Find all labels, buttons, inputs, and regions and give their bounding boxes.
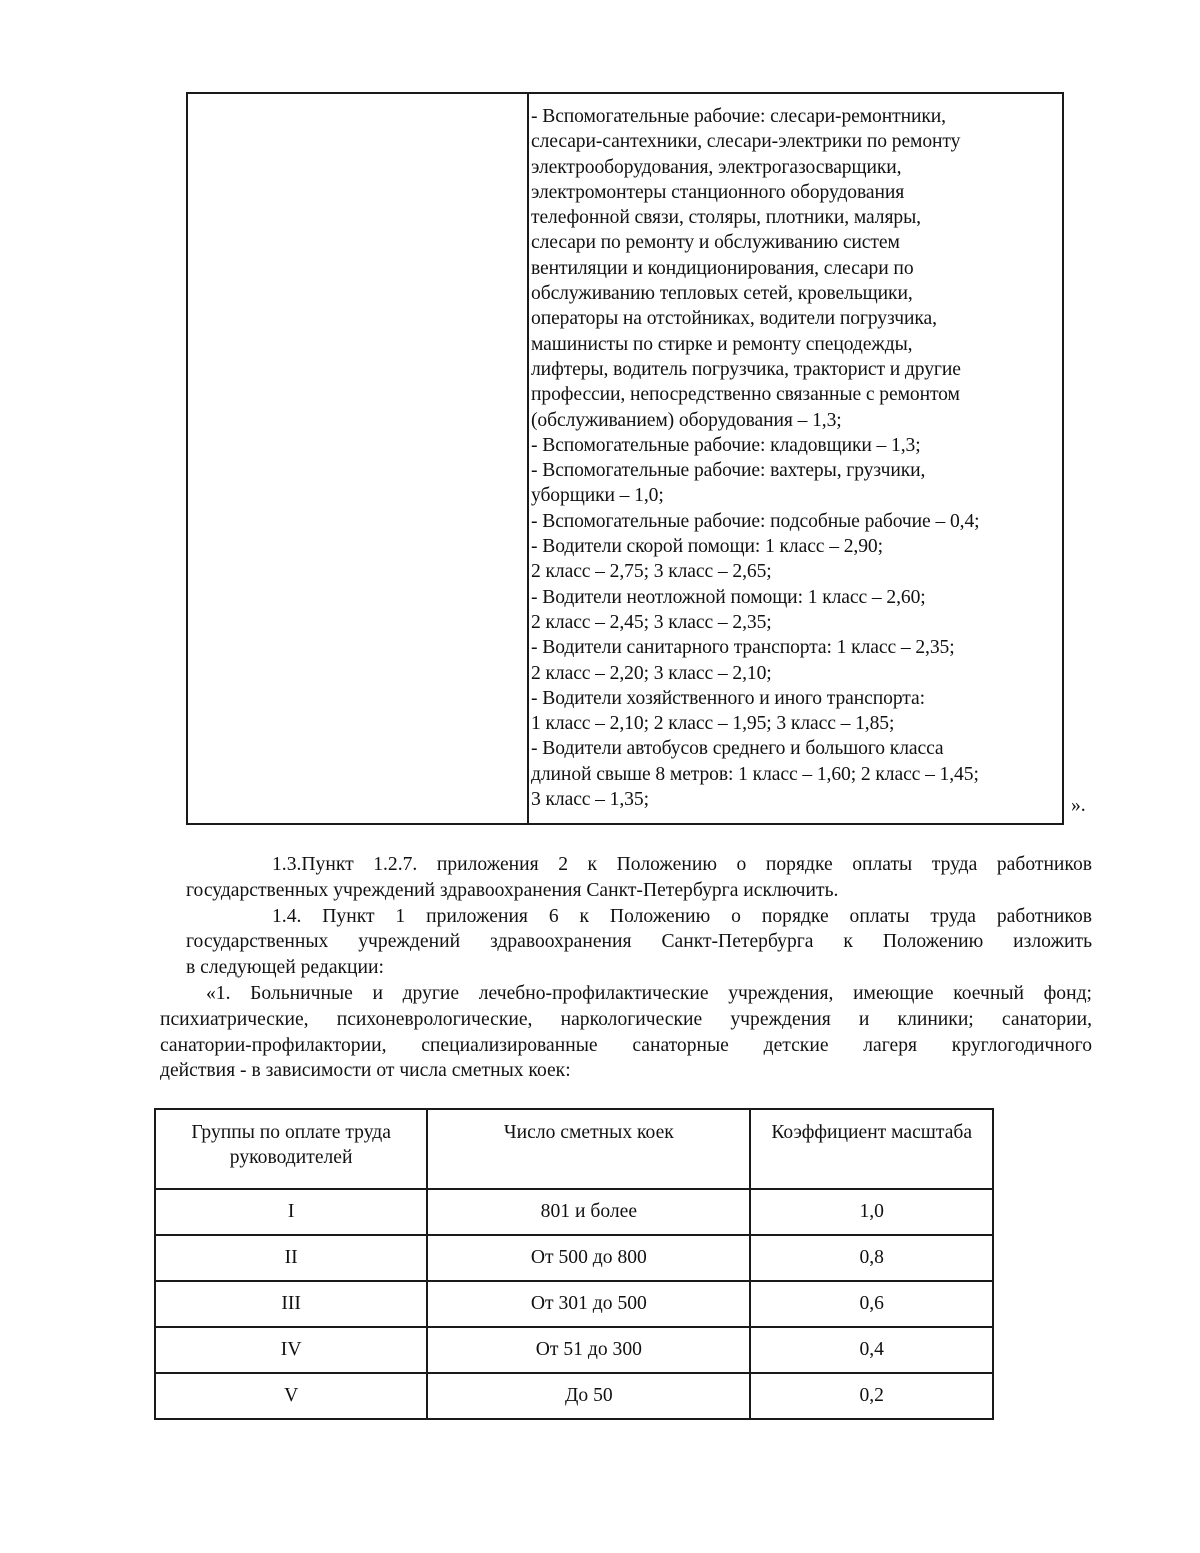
paragraph-line: государственных учреждений здравоохранения Санкт-Петербурга к Положению изложить xyxy=(186,931,1092,953)
table-row xyxy=(155,1189,993,1235)
table-row xyxy=(155,1235,993,1281)
cell-beds: До 50 xyxy=(427,1373,750,1419)
table-row xyxy=(155,1281,993,1327)
paragraph-line: «1. Больничные и другие лечебно-профилактические учреждения, имеющие коечный фонд; xyxy=(206,982,1092,1004)
document-body xyxy=(160,852,1092,1084)
table-row xyxy=(155,1327,993,1373)
text-line: 1 класс – 2,10; 2 класс – 1,95; 3 класс – 1,85; xyxy=(531,713,895,735)
text-line: - Вспомогательные рабочие: подсобные рабочие – 0,4; xyxy=(531,510,980,532)
cell-group: III xyxy=(155,1281,427,1327)
previous-page-table xyxy=(186,92,1064,825)
paragraph-line: психиатрические, психоневрологические, наркологические учреждения и клиники; санатории, xyxy=(160,1008,1092,1030)
text-line: операторы на отстойниках, водители погрузчика, xyxy=(531,308,937,330)
worker-coefficients-cell xyxy=(531,104,1058,817)
text-line: уборщики – 1,0; xyxy=(531,485,664,507)
cell-beds: От 51 до 300 xyxy=(427,1327,750,1373)
header-beds: Число сметных коек xyxy=(427,1109,750,1189)
text-line: электромонтеры станционного оборудования xyxy=(531,181,905,203)
closing-quote-mark: ». xyxy=(1071,795,1086,816)
cell-group: V xyxy=(155,1373,427,1419)
text-line: профессии, непосредственно связанные с ремонтом xyxy=(531,384,960,406)
text-line: - Вспомогательные рабочие: вахтеры, грузчики, xyxy=(531,460,926,482)
paragraph-1-3 xyxy=(186,852,1092,904)
text-line: 2 класс – 2,45; 3 класс – 2,35; xyxy=(531,611,772,633)
cell-beds: От 301 до 500 xyxy=(427,1281,750,1327)
text-line: машинисты по стирке и ремонту спецодежды, xyxy=(531,333,913,355)
text-line: обслуживанию тепловых сетей, кровельщики, xyxy=(531,283,913,305)
paragraph-line: в следующей редакции: xyxy=(186,957,384,979)
header-group: Группы по оплате труда руководителей xyxy=(155,1109,427,1189)
text-line: 3 класс – 1,35; xyxy=(531,789,649,811)
empty-left-cell xyxy=(188,94,529,823)
cell-coefficient: 0,4 xyxy=(750,1327,993,1373)
text-line: 2 класс – 2,75; 3 класс – 2,65; xyxy=(531,561,772,583)
paragraph-line: 1.3.Пункт 1.2.7. приложения 2 к Положению о порядке оплаты труда работников xyxy=(272,854,1092,875)
text-line: - Водители санитарного транспорта: 1 класс – 2,35; xyxy=(531,637,955,659)
cell-group: I xyxy=(155,1189,427,1235)
text-line: вентиляции и кондиционирования, слесари по xyxy=(531,257,914,279)
cell-coefficient: 0,6 xyxy=(750,1281,993,1327)
cell-beds: От 500 до 800 xyxy=(427,1235,750,1281)
header-coefficient: Коэффициент масштаба xyxy=(750,1109,993,1189)
paragraph-quote-item-1 xyxy=(160,981,1092,1084)
cell-coefficient: 1,0 xyxy=(750,1189,993,1235)
text-line: - Водители автобусов среднего и большого класса xyxy=(531,738,944,760)
text-line: электрооборудования, электрогазосварщики, xyxy=(531,156,902,178)
text-line: - Вспомогательные рабочие: кладовщики – 1,3; xyxy=(531,434,921,456)
text-line: длиной свыше 8 метров: 1 класс – 1,60; 2 класс – 1,45; xyxy=(531,763,979,785)
paragraph-line: действия - в зависимости от числа сметных коек: xyxy=(160,1060,571,1082)
text-line: (обслуживанием) оборудования – 1,3; xyxy=(531,409,842,431)
text-line: лифтеры, водитель погрузчика, тракторист и другие xyxy=(531,358,961,380)
cell-coefficient: 0,2 xyxy=(750,1373,993,1419)
cell-group: II xyxy=(155,1235,427,1281)
paragraph-1-4 xyxy=(186,904,1092,981)
paragraph-line: 1.4. Пункт 1 приложения 6 к Положению о порядке оплаты труда работников xyxy=(272,905,1092,927)
paragraph-line: государственных учреждений здравоохранения Санкт-Петербурга исключить. xyxy=(186,879,839,901)
bed-scale-table xyxy=(154,1108,994,1420)
table-header-row xyxy=(155,1109,993,1189)
text-line: - Водители скорой помощи: 1 класс – 2,90; xyxy=(531,536,883,558)
text-line: телефонной связи, столяры, плотники, маляры, xyxy=(531,207,921,229)
paragraph-line: санатории-профилактории, специализированные санаторные детские лагеря круглогодичного xyxy=(160,1034,1092,1056)
text-line: слесари-сантехники, слесари-электрики по ремонту xyxy=(531,131,961,153)
cell-group: IV xyxy=(155,1327,427,1373)
text-line: - Водители неотложной помощи: 1 класс – 2,60; xyxy=(531,586,926,608)
table-row xyxy=(155,1373,993,1419)
cell-beds: 801 и более xyxy=(427,1189,750,1235)
cell-coefficient: 0,8 xyxy=(750,1235,993,1281)
text-line: слесари по ремонту и обслуживанию систем xyxy=(531,232,900,254)
text-line: 2 класс – 2,20; 3 класс – 2,10; xyxy=(531,662,772,684)
text-line: - Вспомогательные рабочие: слесари-ремонтники, xyxy=(531,106,946,127)
text-line: - Водители хозяйственного и иного транспорта: xyxy=(531,687,925,709)
